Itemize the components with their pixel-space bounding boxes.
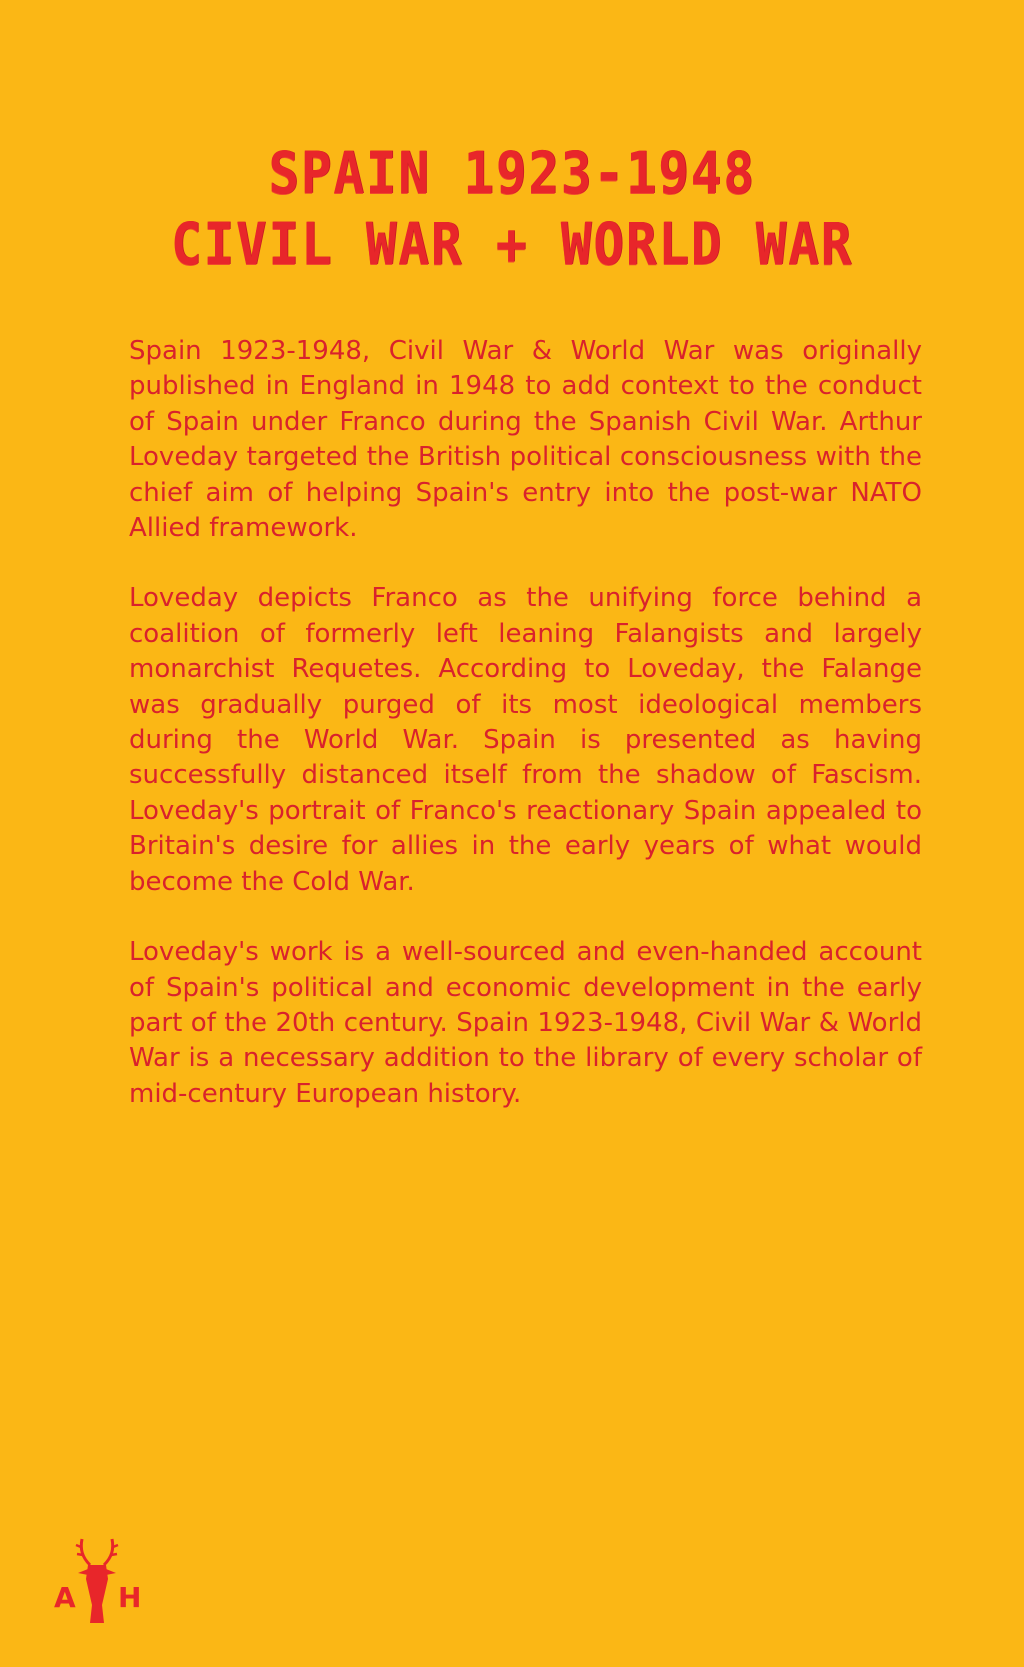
- antelope-head-icon: [72, 1535, 122, 1625]
- logo-letter-a: A: [54, 1581, 76, 1614]
- blurb-paragraph-2: Loveday depicts Franco as the unifying force behind a coalition of formerly left leaning Falangists and largely monarchist Requetes. According to Loveday, the Falange was gradually purged of its most ideological members during the World War. Spain is presented as having successfully distanced itself from the shadow of Fascism. Loveday's portrait of Franco's reactionary Spain appealed to Britain's desire for allies in the early years of what would become the Cold War.: [129, 583, 922, 897]
- title-line-2: CIVIL WAR + WORLD WAR: [170, 209, 854, 278]
- logo-letter-h: H: [118, 1581, 142, 1614]
- blurb: [129, 334, 922, 1147]
- blurb-paragraph-1: Spain 1923-1948, Civil War & World War was originally published in England in 1948 to add context to the conduct of Spain under Franco during the Spanish Civil War. Arthur Loveday targeted the British political consciousness with the chief aim of helping Spain's entry into the post-war NATO Allied framework.: [129, 336, 922, 544]
- blurb-paragraph-3: Loveday's work is a well-sourced and even-handed account of Spain's political and economic development in the early part of the 20th century. Spain 1923-1948, Civil War & World War is a necessary addition to the library of every scholar of mid-century European history.: [129, 937, 922, 1109]
- title-line-1: SPAIN 1923-1948: [268, 139, 756, 207]
- publisher-logo: [50, 1535, 150, 1625]
- cover-title: [0, 140, 1024, 277]
